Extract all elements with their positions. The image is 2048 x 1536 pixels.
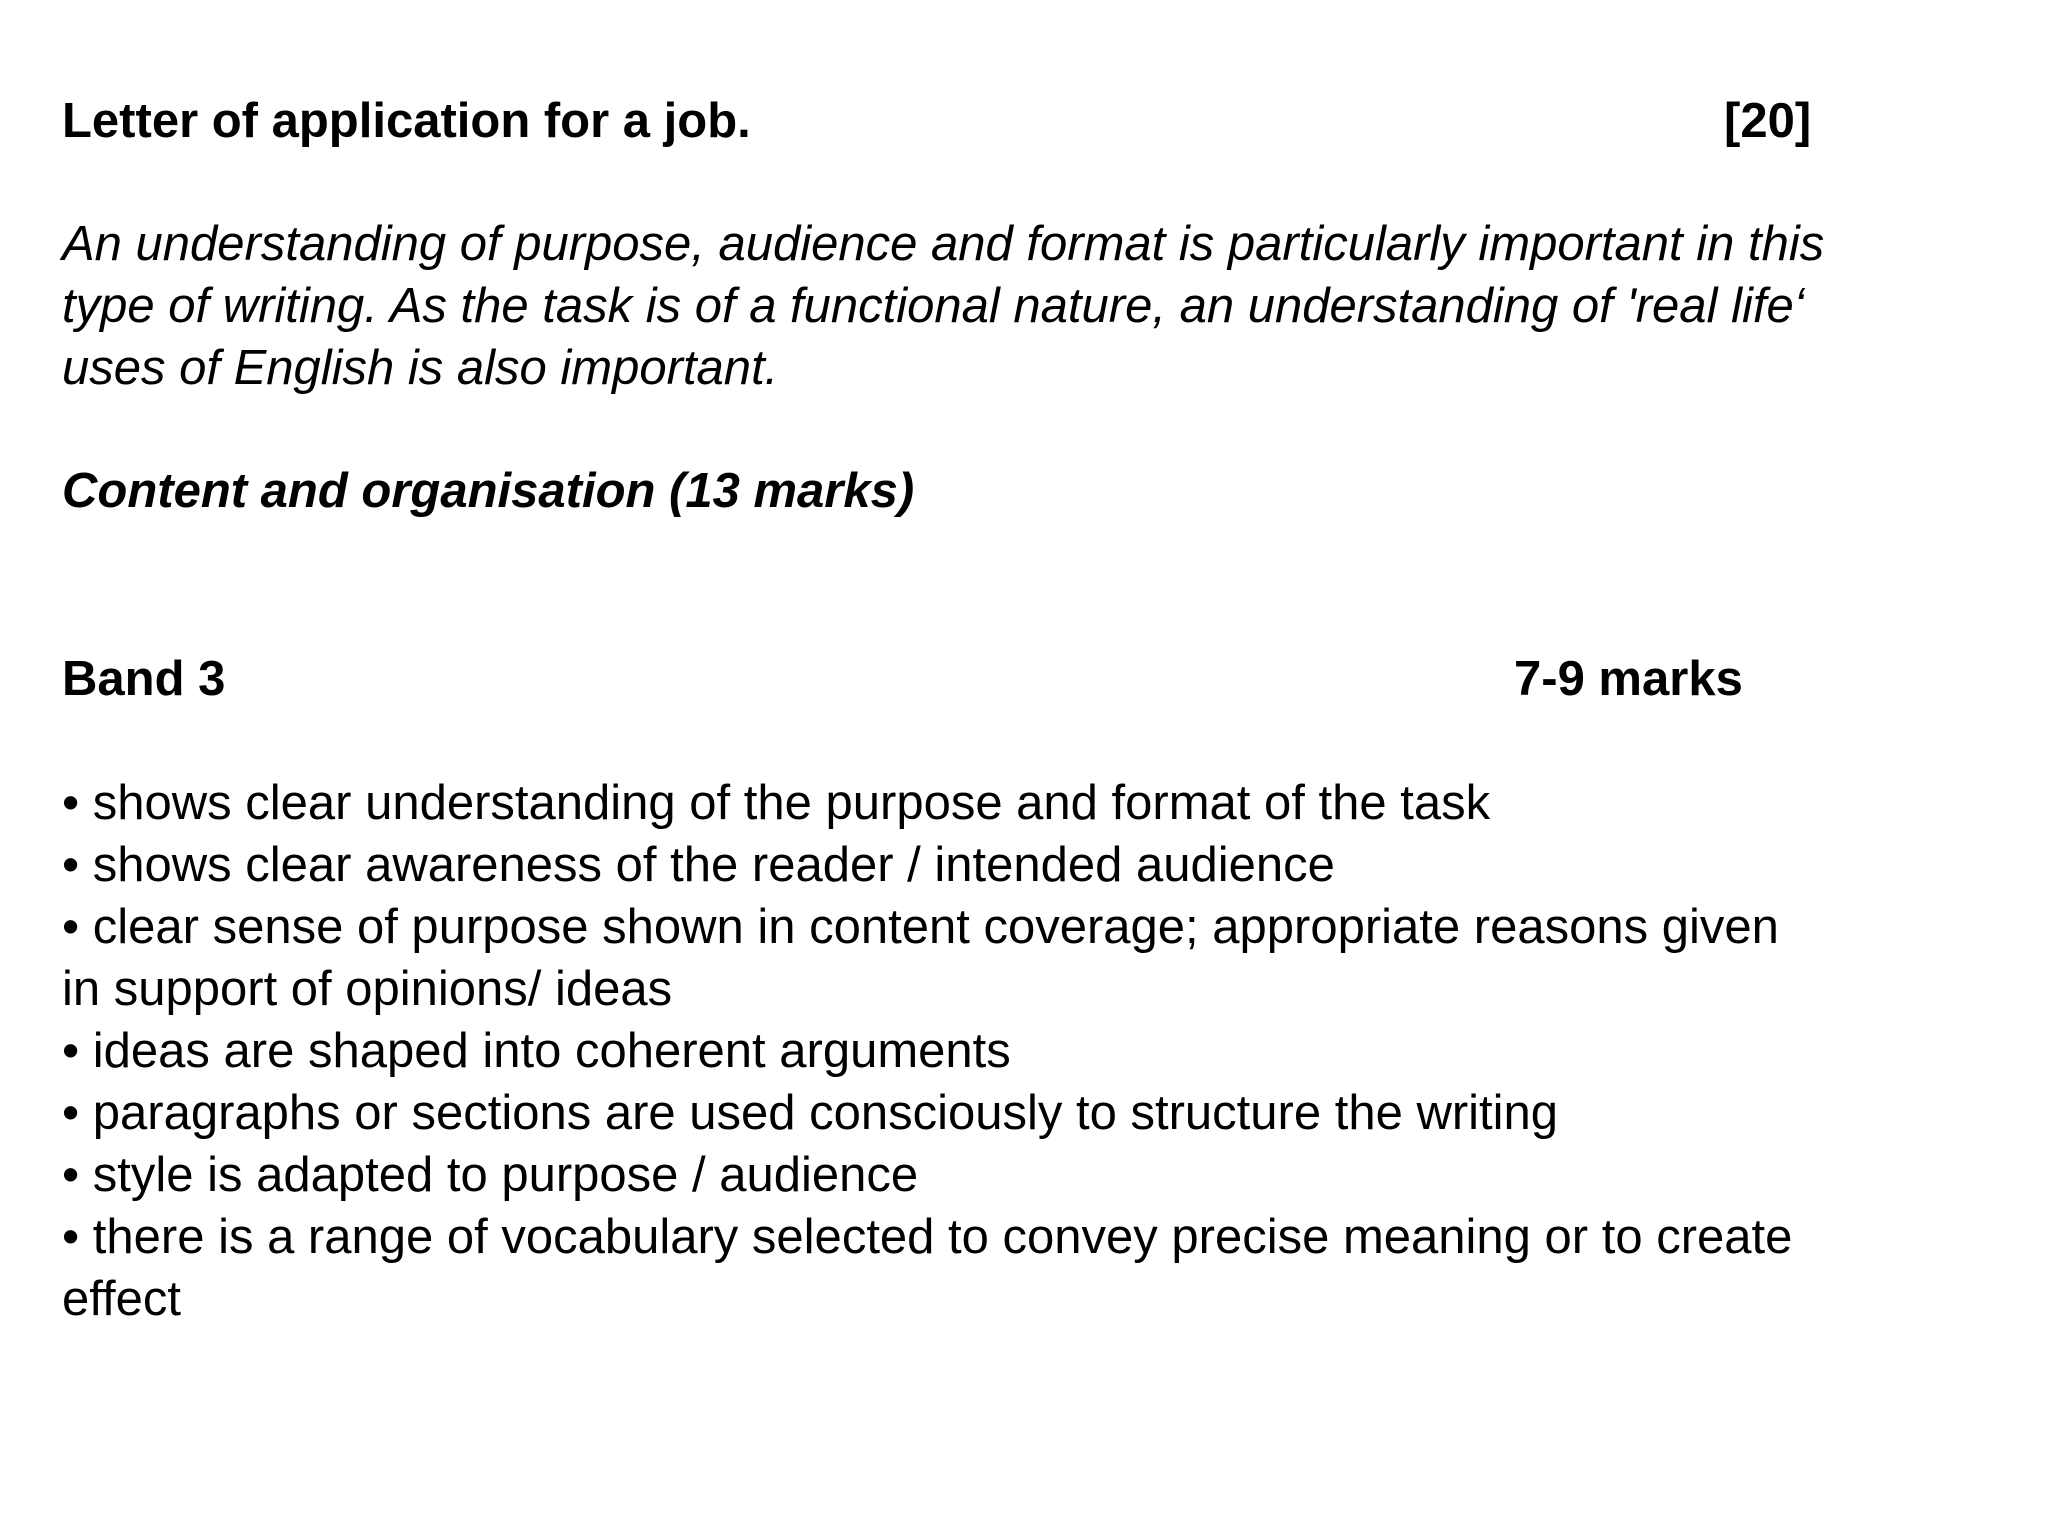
criteria-line: • clear sense of purpose shown in content coverage; appropriate reasons given <box>62 900 1779 954</box>
intro-line: uses of English is also important. <box>62 341 779 395</box>
intro-line: An understanding of purpose, audience and format is particularly important in this <box>62 217 1825 271</box>
criteria-line: • there is a range of vocabulary selected to convey precise meaning or to create <box>62 1210 1793 1264</box>
band-marks: 7-9 marks <box>1514 652 1743 706</box>
criteria-list <box>62 772 1792 1330</box>
criteria-line: effect <box>62 1272 181 1326</box>
criteria-line: • ideas are shaped into coherent arguments <box>62 1024 1011 1078</box>
document-page <box>62 0 1962 1536</box>
document-title: Letter of application for a job. <box>62 94 751 148</box>
intro-line: type of writing. As the task is of a functional nature, an understanding of 'real life‘ <box>62 279 1805 333</box>
band-label: Band 3 <box>62 652 226 706</box>
criteria-line: • paragraphs or sections are used consciously to structure the writing <box>62 1086 1559 1140</box>
criteria-line: • style is adapted to purpose / audience <box>62 1148 919 1202</box>
criteria-line: • shows clear understanding of the purpose and format of the task <box>62 776 1491 830</box>
total-marks: [20] <box>1724 94 1812 148</box>
intro-paragraph <box>62 213 1824 399</box>
criteria-line: • shows clear awareness of the reader / intended audience <box>62 838 1335 892</box>
section-title: Content and organisation (13 marks) <box>62 464 915 518</box>
criteria-line: in support of opinions/ ideas <box>62 962 673 1016</box>
